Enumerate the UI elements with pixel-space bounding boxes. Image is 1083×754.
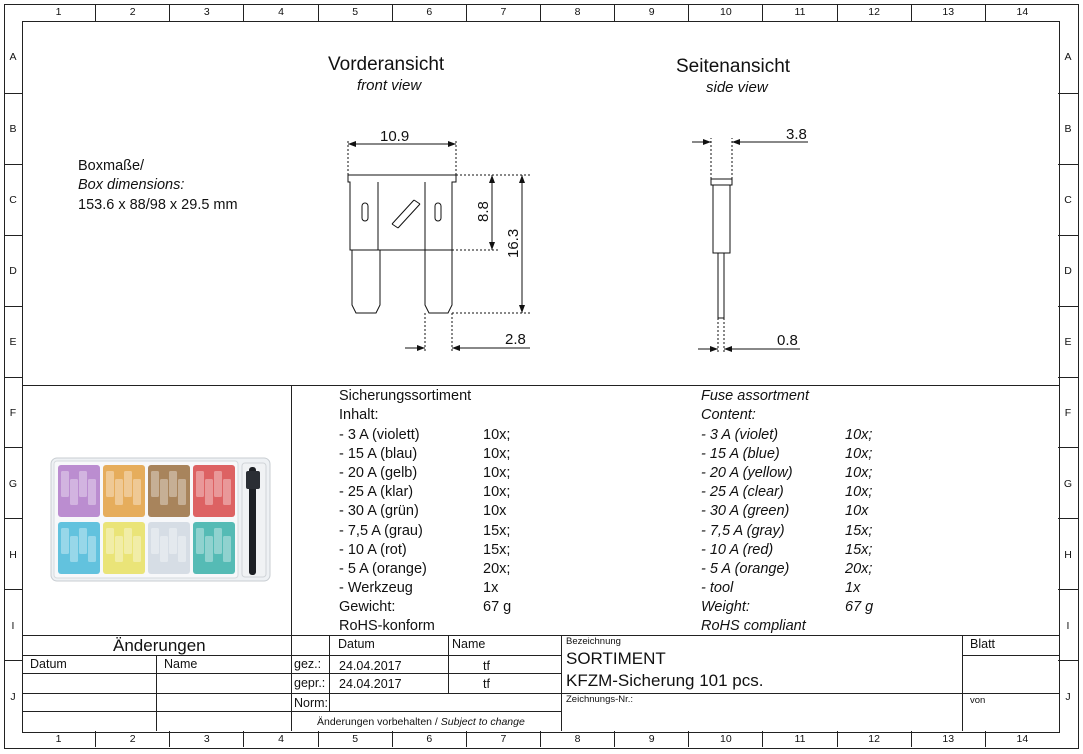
contents-en-subtitle: Content:	[701, 407, 756, 423]
row-marker-left-e: E	[4, 306, 22, 378]
fuse-item	[169, 471, 177, 497]
dim-width: 10.9	[380, 128, 410, 145]
item-qty: 15x;	[845, 522, 873, 539]
fuse-item	[214, 471, 222, 497]
contents-de-title: Sicherungssortiment	[339, 388, 472, 404]
weight-value-de: 67 g	[483, 599, 512, 615]
item-qty: 15x;	[483, 522, 511, 539]
col-marker-top-14: 14	[985, 4, 1059, 22]
row-marker-right-a: A	[1064, 51, 1072, 64]
row-marker-left-g: G	[4, 447, 22, 519]
checked-label: gepr.:	[294, 676, 326, 690]
col-marker-bottom-11: 11	[762, 731, 836, 747]
col-marker-bottom-6: 6	[392, 731, 466, 747]
fuse-item	[133, 479, 141, 505]
row-marker-left-j: J	[4, 660, 22, 732]
col-marker-bottom-9: 9	[614, 731, 688, 747]
col-marker-top-10: 10	[688, 4, 762, 22]
item-qty: 10x	[483, 503, 507, 520]
row-marker-left-a: A	[9, 51, 17, 64]
col-marker-bottom-14: 14	[985, 731, 1059, 747]
col-marker-bottom-5: 5	[318, 731, 392, 747]
fuse-leg-left	[352, 250, 380, 313]
changes-col-date: Datum	[30, 657, 67, 671]
fuse-item	[160, 536, 168, 562]
item-qty: 20x;	[845, 560, 873, 577]
fuse-item	[106, 528, 114, 554]
item-name: - 10 A (red)	[701, 541, 774, 558]
fuse-side-pin	[718, 253, 724, 318]
fuse-item	[214, 528, 222, 554]
changes-title: Änderungen	[113, 636, 206, 655]
fuse-item	[178, 536, 186, 562]
dim-height: 16.3	[505, 228, 522, 258]
col-marker-bottom-10: 10	[688, 731, 762, 747]
col-marker-bottom-12: 12	[837, 731, 911, 747]
drawing-no-label: Zeichnungs-Nr.:	[566, 694, 634, 705]
col-marker-top-4: 4	[243, 4, 317, 22]
fuse-item	[79, 471, 87, 497]
weight-value-en: 67 g	[845, 599, 874, 615]
fuse-item	[70, 536, 78, 562]
fuse-item	[160, 479, 168, 505]
designation-label: Bezeichnung	[566, 636, 621, 647]
disclaimer-de: Änderungen vorbehalten /	[317, 716, 441, 728]
fuse-side-body	[711, 179, 732, 185]
item-name: - tool	[701, 579, 734, 596]
dim-thickness: 3.8	[786, 126, 807, 143]
col-marker-bottom-3: 3	[169, 731, 243, 747]
item-qty: 1x	[845, 579, 861, 596]
dim-side-pin: 0.8	[777, 332, 798, 349]
fuse-item	[151, 528, 159, 554]
contents-de-subtitle: Inhalt:	[339, 407, 379, 423]
fuse-item	[61, 528, 69, 554]
section-divider	[22, 385, 1059, 386]
col-marker-top-7: 7	[466, 4, 540, 22]
changes-col-name: Name	[164, 657, 198, 671]
side-view-title: Seitenansicht	[676, 56, 791, 77]
row-marker-right-f: F	[1058, 377, 1078, 449]
fuse-item	[151, 471, 159, 497]
item-qty: 15x;	[845, 541, 873, 558]
fuse-item	[223, 536, 231, 562]
fuse-item	[115, 479, 123, 505]
item-qty: 10x;	[845, 484, 873, 501]
row-marker-right-e: E	[1058, 306, 1078, 378]
of-label: von	[970, 695, 986, 706]
rohs-de: RoHS-konform	[339, 618, 435, 634]
checked-name: tf	[483, 677, 490, 691]
item-name: - 15 A (blau)	[339, 446, 418, 463]
fuse-item	[124, 471, 132, 497]
item-qty: 10x;	[483, 427, 511, 443]
col-marker-top-8: 8	[540, 4, 614, 22]
fuse-item	[88, 536, 96, 562]
row-marker-right-d: D	[1058, 235, 1078, 307]
item-qty: 1x	[483, 579, 499, 596]
fuse-item	[115, 536, 123, 562]
fuse-item	[79, 528, 87, 554]
col-marker-top-1: 1	[55, 6, 62, 18]
fuse-item	[205, 536, 213, 562]
item-name: - 25 A (klar)	[339, 484, 414, 501]
item-name: - 30 A (grün)	[339, 503, 419, 520]
col-marker-bottom-4: 4	[243, 731, 317, 747]
front-view-title: Vorderansicht	[328, 54, 445, 75]
item-name: - 3 A (violett)	[339, 427, 420, 443]
fuse-item	[205, 479, 213, 505]
fuse-item	[61, 471, 69, 497]
fuse-item	[223, 479, 231, 505]
box-dimensions: 153.6 x 88/98 x 29.5 mm	[78, 197, 238, 213]
item-qty: 10x;	[845, 446, 873, 463]
item-qty: 20x;	[483, 560, 511, 577]
row-marker-right-j: J	[1058, 660, 1078, 732]
row-marker-left-c: C	[4, 164, 22, 236]
fuse-item	[133, 536, 141, 562]
checked-date: 24.04.2017	[339, 677, 402, 691]
norm-label: Norm:	[294, 696, 329, 710]
item-name: - 3 A (violet)	[701, 427, 779, 443]
row-marker-right-i: I	[1058, 589, 1078, 661]
drawn-name: tf	[483, 659, 490, 673]
item-name: - 5 A (orange)	[701, 560, 790, 577]
designation-line2: KFZM-Sicherung 101 pcs.	[566, 671, 764, 690]
fuse-leg-right	[425, 250, 452, 313]
row-marker-left-b: B	[4, 93, 22, 165]
item-qty: 10x;	[845, 465, 873, 482]
dim-pin: 2.8	[505, 331, 526, 348]
col-marker-top-6: 6	[392, 4, 466, 22]
row-marker-left-d: D	[4, 235, 22, 307]
item-qty: 10x;	[483, 465, 511, 482]
item-qty: 10x;	[483, 446, 511, 463]
contents-en-title: Fuse assortment	[701, 388, 809, 404]
fuse-item	[106, 471, 114, 497]
fuse-item	[196, 528, 204, 554]
item-name: - 15 A (blue)	[701, 446, 780, 463]
box-label-en: Box dimensions:	[78, 177, 185, 193]
disclaimer	[317, 716, 525, 728]
col-marker-bottom-1: 1	[55, 733, 62, 745]
item-qty: 10x;	[483, 484, 511, 501]
col-marker-top-9: 9	[614, 4, 688, 22]
row-marker-right-h: H	[1058, 518, 1078, 590]
row-marker-left-f: F	[4, 377, 22, 449]
drawn-label: gez.:	[294, 657, 322, 671]
sheet-label: Blatt	[970, 637, 996, 651]
disclaimer-en: Subject to change	[440, 716, 525, 728]
col-marker-bottom-2: 2	[95, 731, 169, 747]
fuse-item	[178, 479, 186, 505]
item-name: - 5 A (orange)	[339, 560, 427, 577]
item-qty: 15x;	[483, 541, 511, 558]
item-name: - 25 A (clear)	[701, 484, 784, 501]
meta-col-date: Datum	[338, 637, 375, 651]
box-label-de: Boxmaße/	[78, 158, 145, 174]
col-marker-bottom-7: 7	[466, 731, 540, 747]
rohs-en: RoHS compliant	[701, 618, 806, 634]
item-name: - 10 A (rot)	[339, 541, 407, 558]
designation-line1: SORTIMENT	[566, 649, 666, 668]
col-marker-top-2: 2	[95, 4, 169, 22]
item-qty: 10x;	[845, 427, 873, 443]
row-marker-right-c: C	[1058, 164, 1078, 236]
col-marker-top-5: 5	[318, 4, 392, 22]
drawn-date: 24.04.2017	[339, 659, 402, 673]
item-name: - 20 A (gelb)	[339, 465, 418, 482]
col-marker-bottom-8: 8	[540, 731, 614, 747]
product-photo	[50, 455, 272, 585]
row-marker-right-b: B	[1058, 93, 1078, 165]
row-marker-right-g: G	[1058, 447, 1078, 519]
fuse-item	[88, 479, 96, 505]
col-marker-top-12: 12	[837, 4, 911, 22]
side-view-subtitle: side view	[706, 79, 768, 96]
item-name: - 7,5 A (gray)	[701, 522, 785, 539]
item-name: - 30 A (green)	[701, 503, 790, 520]
fuse-item	[70, 479, 78, 505]
weight-label-en: Weight:	[701, 599, 750, 615]
meta-col-name: Name	[452, 637, 486, 651]
fuse-item	[196, 471, 204, 497]
col-marker-top-11: 11	[762, 4, 836, 22]
item-name: - 7,5 A (grau)	[339, 522, 423, 539]
fuse-item	[169, 528, 177, 554]
front-view-subtitle: front view	[357, 77, 422, 94]
row-marker-left-h: H	[4, 518, 22, 590]
col-marker-bottom-13: 13	[911, 731, 985, 747]
weight-label-de: Gewicht:	[339, 599, 396, 615]
item-name: - Werkzeug	[339, 579, 413, 596]
item-name: - 20 A (yellow)	[701, 465, 793, 482]
item-qty: 10x	[845, 503, 869, 520]
col-marker-top-13: 13	[911, 4, 985, 22]
photo-divider	[291, 385, 292, 635]
dim-upper: 8.8	[475, 201, 492, 222]
col-marker-top-3: 3	[169, 4, 243, 22]
row-marker-left-i: I	[4, 589, 22, 661]
fuse-item	[124, 528, 132, 554]
